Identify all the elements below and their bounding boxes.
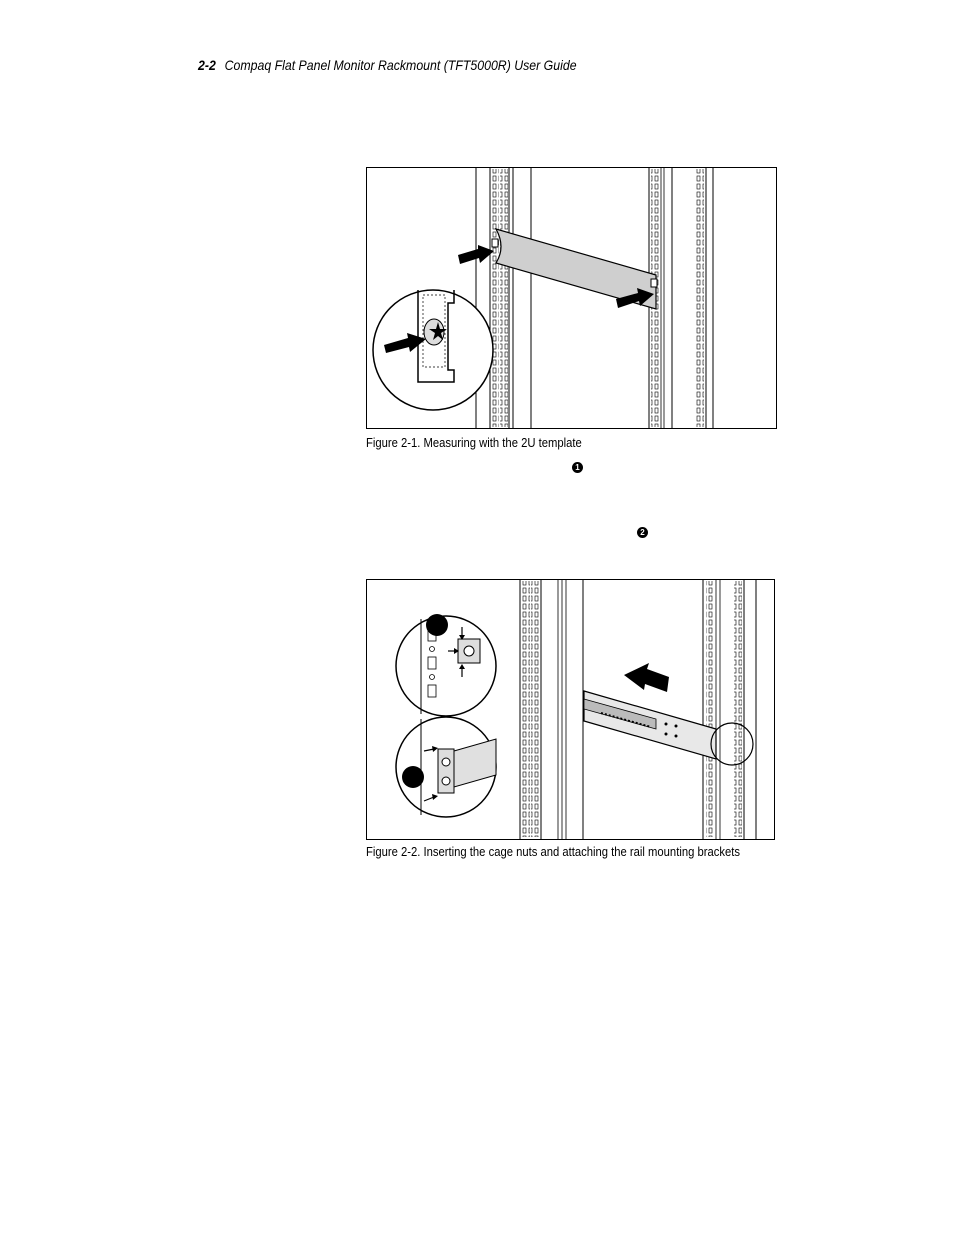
callout-1-icon: [426, 614, 448, 636]
callout-2-icon: 2: [637, 527, 648, 538]
bracket-inset: [396, 717, 496, 817]
figure-caption: Figure 2-2. Inserting the cage nuts and attaching the rail mounting brackets: [366, 845, 740, 859]
callout-2-icon: [402, 766, 424, 788]
page-number: 2-2: [198, 57, 216, 73]
callout-1-icon: 1: [572, 462, 583, 473]
page-header: [198, 57, 577, 73]
cage-nut-inset: [396, 614, 496, 716]
figure-measuring-template: [366, 167, 777, 429]
detail-inset: [373, 290, 493, 410]
document-title: Compaq Flat Panel Monitor Rackmount (TFT5000R) User Guide: [224, 57, 577, 73]
figure-caption: Figure 2-1. Measuring with the 2U template: [366, 436, 582, 450]
figure-cage-nuts: [366, 579, 775, 840]
